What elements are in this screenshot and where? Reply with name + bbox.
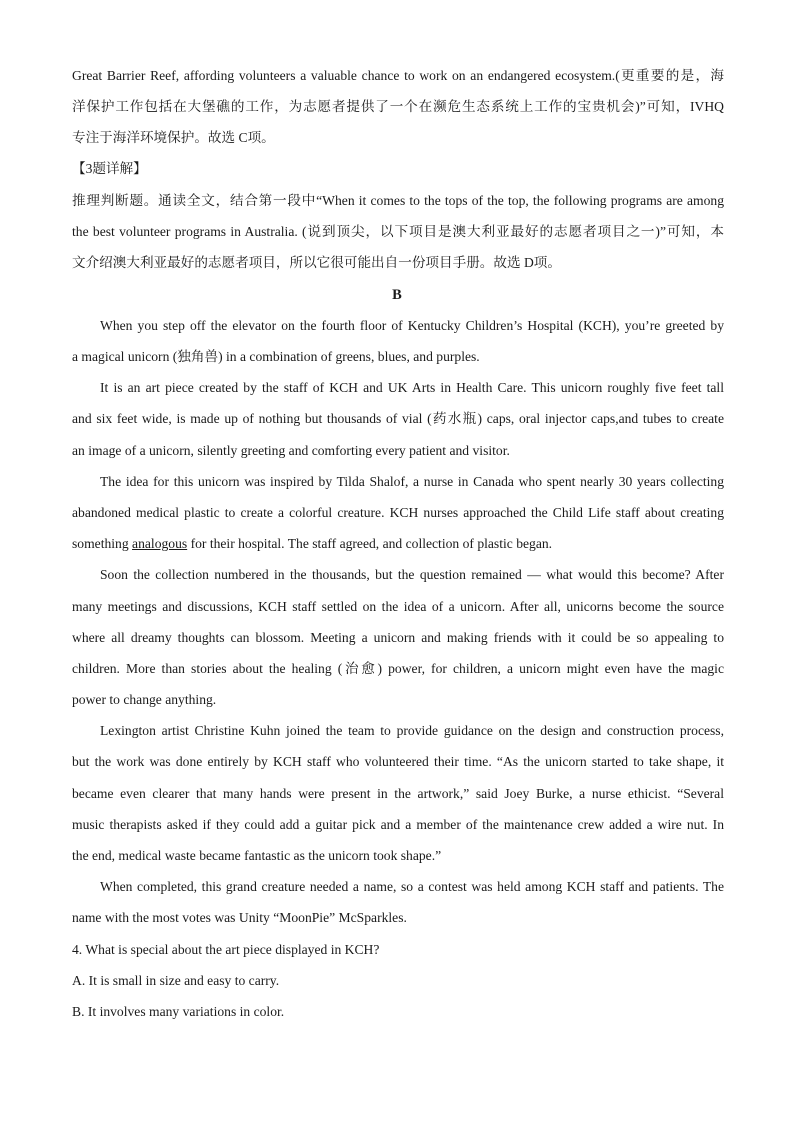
text-line: 文介绍澳大利亚最好的志愿者项目，所以它很可能出自一份项目手册。故选 D项。 xyxy=(72,255,561,270)
answer-option-a: A. It is small in size and easy to carry. xyxy=(72,973,280,988)
section-heading: 【3题详解】 xyxy=(72,161,147,176)
paragraph-line: Soon the collection numbered in the thousands, but the question remained — what would this become? After xyxy=(100,567,724,582)
text-line: 洋保护工作包括在大堡礁的工作，为志愿者提供了一个在濒危生态系统上工作的宝贵机会)”可知，IVHQ xyxy=(72,99,724,114)
passage-title: B xyxy=(392,287,402,303)
paragraph-line: an image of a unicorn, silently greeting and comforting every patient and visitor. xyxy=(72,443,510,458)
paragraph-line: and six feet wide, is made up of nothing but thousands of vial (药水瓶) caps, oral injector caps,and tubes to create xyxy=(72,411,724,426)
paragraph-line: but the work was done entirely by KCH staff who volunteered their time. “As the unicorn started to take shape, it xyxy=(72,754,724,769)
paragraph-line: became even clearer that many hands were present in the artwork,” said Joey Burke, a nurse ethicist. “Several xyxy=(72,786,724,801)
paragraph-line: The idea for this unicorn was inspired by Tilda Shalof, a nurse in Canada who spent nearly 30 years collecting xyxy=(100,474,724,489)
paragraph-line: children. More than stories about the healing (治愈) power, for children, a unicorn might even have the magic xyxy=(72,661,724,676)
paragraph-line: the end, medical waste became fantastic as the unicorn took shape.” xyxy=(72,848,442,863)
text-span: for their hospital. The staff agreed, and collection of plastic began. xyxy=(187,536,553,551)
text-line: 专注于海洋环境保护。故选 C项。 xyxy=(72,130,275,145)
text-span: something xyxy=(72,536,133,551)
underlined-word: analogous xyxy=(132,536,188,551)
paragraph-line: abandoned medical plastic to create a colorful creature. KCH nurses approached the Child Life staff about creating xyxy=(72,505,724,520)
answer-option-b: B. It involves many variations in color. xyxy=(72,1004,285,1019)
text-line: the best volunteer programs in Australia. (说到顶尖，以下项目是澳大利亚最好的志愿者项目之一)”可知，本 xyxy=(72,224,724,239)
paragraph-line: Lexington artist Christine Kuhn joined the team to provide guidance on the design and construction process, xyxy=(100,723,724,738)
text-line: Great Barrier Reef, affording volunteers a valuable chance to work on an endangered ecosystem.(更重要的是，海 xyxy=(72,68,724,83)
paragraph-line: where all dreamy thoughts can blossom. Meeting a unicorn and making friends with it could be so appealing to xyxy=(72,630,724,645)
paragraph-line: a magical unicorn (独角兽) in a combination of greens, blues, and purples. xyxy=(72,349,480,364)
paragraph-line: name with the most votes was Unity “MoonPie” McSparkles. xyxy=(72,910,407,925)
paragraph-line: power to change anything. xyxy=(72,692,217,707)
paragraph-line xyxy=(72,534,724,554)
text-line: 推理判断题。通读全文，结合第一段中“When it comes to the tops of the top, the following programs are among xyxy=(72,193,724,208)
question-text: 4. What is special about the art piece displayed in KCH? xyxy=(72,942,380,957)
paragraph-line: When completed, this grand creature needed a name, so a contest was held among KCH staff and patients. The xyxy=(100,879,724,894)
paragraph-line: music therapists asked if they could add a guitar pick and a member of the maintenance crew added a wire nut. In xyxy=(72,817,724,832)
paragraph-line: It is an art piece created by the staff of KCH and UK Arts in Health Care. This unicorn roughly five feet tall xyxy=(100,380,724,395)
paragraph-line: many meetings and discussions, KCH staff settled on the idea of a unicorn. After all, unicorns become the source xyxy=(72,599,724,614)
paragraph-line: When you step off the elevator on the fourth floor of Kentucky Children’s Hospital (KCH), you’re greeted by xyxy=(100,318,724,333)
